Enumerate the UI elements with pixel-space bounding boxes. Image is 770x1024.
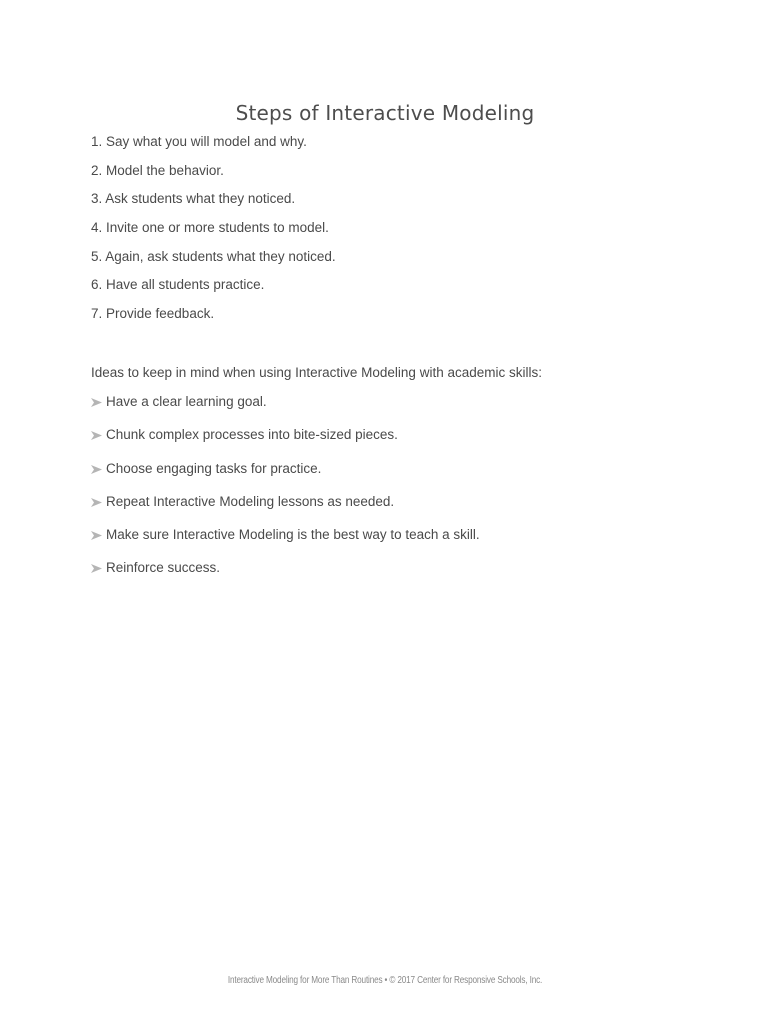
steps-list [91,133,336,334]
list-item-text: Make sure Interactive Modeling is the best way to teach a skill. [106,527,480,543]
list-item [91,493,480,511]
ideas-intro: Ideas to keep in mind when using Interactive Modeling with academic skills: [91,365,542,380]
arrowhead-right-icon [91,426,103,444]
list-item: 2. Model the behavior. [91,162,224,178]
list-item-text: Repeat Interactive Modeling lessons as needed. [106,493,395,509]
list-item [91,460,480,478]
list-item: 7. Provide feedback. [91,306,215,322]
ideas-list [91,393,480,593]
list-item-text: Choose engaging tasks for practice. [106,460,322,476]
arrowhead-right-icon [91,526,103,544]
list-item [91,526,480,544]
arrowhead-right-icon [91,460,103,478]
list-item [91,393,480,411]
list-item: 1. Say what you will model and why. [91,134,307,149]
page-footer: Interactive Modeling for More Than Routines • © 2017 Center for Responsive Schools, Inc. [227,975,543,986]
list-item-text: Have a clear learning goal. [106,394,267,409]
list-item: 5. Again, ask students what they noticed. [91,248,336,264]
page-title: Steps of Interactive Modeling [235,101,535,126]
list-item-text: Reinforce success. [106,560,221,576]
list-item: 6. Have all students practice. [91,277,265,293]
arrowhead-right-icon [91,559,103,577]
list-item-text: Chunk complex processes into bite-sized pieces. [106,427,398,443]
arrowhead-right-icon [91,493,103,511]
list-item [91,559,480,577]
list-item [91,426,480,444]
arrowhead-right-icon [91,393,103,411]
list-item: 3. Ask students what they noticed. [91,191,296,207]
list-item: 4. Invite one or more students to model. [91,220,329,236]
